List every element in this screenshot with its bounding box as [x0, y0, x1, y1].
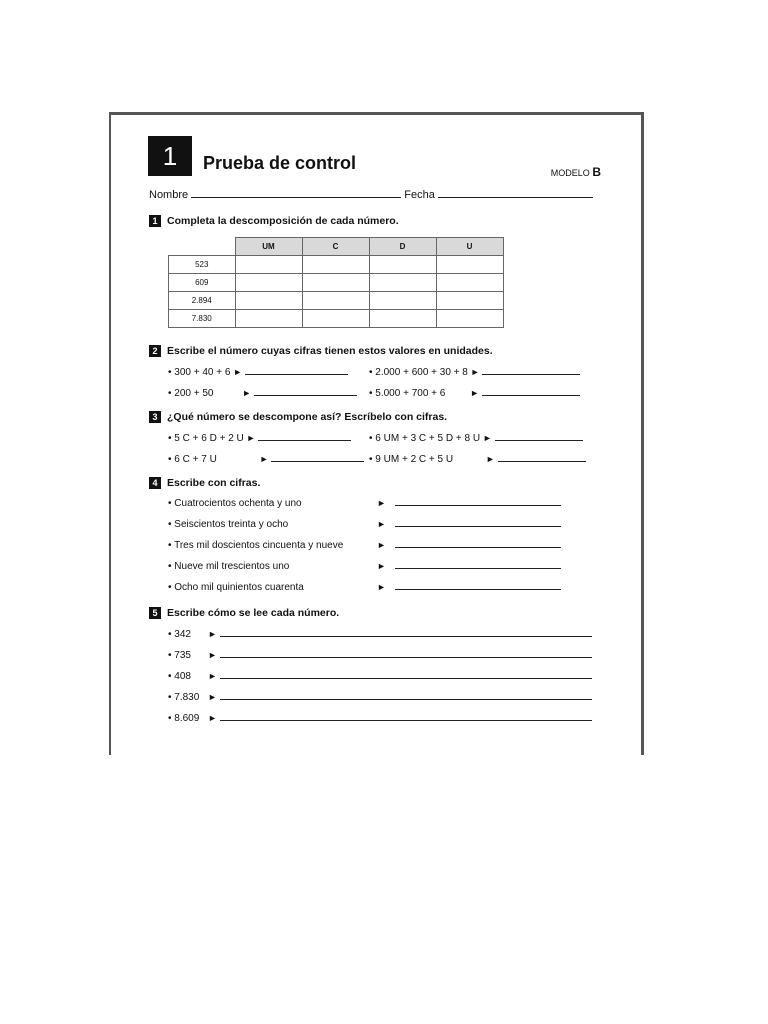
- item-text: • 5 C + 6 D + 2 U: [168, 433, 244, 444]
- answer-cell[interactable]: [369, 292, 436, 310]
- answer-line[interactable]: [395, 505, 561, 506]
- arrow-icon: ►: [377, 582, 386, 592]
- list-item: [168, 713, 592, 724]
- item-text: • 6 UM + 3 C + 5 D + 8 U: [369, 433, 481, 444]
- question-prompt: Escribe con cifras.: [167, 477, 261, 489]
- table-row: [169, 256, 504, 274]
- question-1: [149, 215, 399, 227]
- answer-line[interactable]: [482, 374, 580, 375]
- item-text: • Ocho mil quinientos cuarenta: [168, 582, 304, 593]
- item-text: • 342: [168, 629, 191, 640]
- answer-line[interactable]: [395, 526, 561, 527]
- answer-line[interactable]: [395, 568, 561, 569]
- question-prompt: Completa la descomposición de cada número.: [167, 215, 399, 227]
- list-item: [369, 388, 580, 399]
- column-header: D: [369, 238, 436, 256]
- row-label: 7.830: [169, 310, 236, 328]
- answer-cell[interactable]: [369, 274, 436, 292]
- list-item: [168, 692, 592, 703]
- arrow-icon: ►: [377, 540, 386, 550]
- list-item: [168, 498, 302, 509]
- answer-cell[interactable]: [436, 292, 503, 310]
- arrow-icon: ►: [208, 671, 217, 681]
- list-item: [369, 367, 580, 378]
- name-date-row: [149, 189, 593, 201]
- answer-line[interactable]: [395, 589, 561, 590]
- modelo-letter: B: [592, 165, 601, 179]
- item-text: • 9 UM + 2 C + 5 U: [369, 454, 454, 465]
- answer-row: [377, 561, 561, 572]
- answer-cell[interactable]: [235, 292, 302, 310]
- answer-cell[interactable]: [369, 310, 436, 328]
- unit-number-badge: 1: [148, 136, 192, 176]
- item-text: • 6 C + 7 U: [168, 454, 217, 465]
- answer-line[interactable]: [395, 547, 561, 548]
- question-prompt: ¿Qué número se descompone así? Escríbelo con cifras.: [167, 411, 448, 423]
- answer-cell[interactable]: [302, 256, 369, 274]
- answer-line[interactable]: [271, 461, 364, 462]
- row-label: 2.894: [169, 292, 236, 310]
- table-row: [169, 274, 504, 292]
- answer-cell[interactable]: [369, 256, 436, 274]
- answer-cell[interactable]: [302, 292, 369, 310]
- question-3: [149, 411, 447, 423]
- name-label: Nombre: [149, 189, 189, 201]
- list-item: [168, 582, 304, 593]
- answer-cell[interactable]: [302, 274, 369, 292]
- answer-line[interactable]: [482, 395, 580, 396]
- question-prompt: Escribe el número cuyas cifras tienen estos valores en unidades.: [167, 345, 493, 357]
- question-5: [149, 607, 339, 619]
- answer-line[interactable]: [220, 636, 592, 637]
- item-text: • 200 + 50: [168, 388, 214, 399]
- arrow-icon: ►: [208, 629, 217, 639]
- answer-row: [377, 540, 561, 551]
- date-label: Fecha: [404, 189, 435, 201]
- question-number: 2: [149, 345, 161, 357]
- table-row: [169, 292, 504, 310]
- list-item: [168, 561, 289, 572]
- arrow-icon: ►: [377, 519, 386, 529]
- list-item: [369, 433, 583, 444]
- list-item: [168, 540, 343, 551]
- arrow-icon: ►: [208, 692, 217, 702]
- item-text: • Cuatrocientos ochenta y uno: [168, 498, 302, 509]
- list-item: [168, 650, 592, 661]
- item-text: • 735: [168, 650, 191, 661]
- list-item: [168, 388, 357, 399]
- arrow-icon: ►: [485, 454, 495, 464]
- arrow-icon: ►: [470, 388, 480, 398]
- item-text: • 5.000 + 700 + 6: [369, 388, 446, 399]
- item-text: • 2.000 + 600 + 30 + 8: [369, 367, 468, 378]
- list-item: [369, 454, 586, 465]
- answer-cell[interactable]: [235, 256, 302, 274]
- answer-row: [377, 582, 561, 593]
- answer-line[interactable]: [254, 395, 357, 396]
- answer-line[interactable]: [220, 699, 592, 700]
- answer-cell[interactable]: [235, 310, 302, 328]
- answer-line[interactable]: [220, 678, 592, 679]
- item-text: • 8.609: [168, 713, 200, 724]
- answer-cell[interactable]: [436, 274, 503, 292]
- item-text: • Tres mil doscientos cincuenta y nueve: [168, 540, 344, 551]
- column-header: U: [436, 238, 503, 256]
- answer-line[interactable]: [220, 657, 592, 658]
- list-item: [168, 454, 364, 465]
- answer-row: [377, 519, 561, 530]
- column-header: UM: [235, 238, 302, 256]
- answer-cell[interactable]: [302, 310, 369, 328]
- answer-line[interactable]: [220, 720, 592, 721]
- page-title: Prueba de control: [203, 153, 357, 173]
- answer-cell[interactable]: [436, 310, 503, 328]
- name-field[interactable]: [191, 197, 401, 198]
- modelo-label: [551, 165, 601, 179]
- column-header: C: [302, 238, 369, 256]
- item-text: • 300 + 40 + 6: [168, 367, 231, 378]
- question-number: 1: [149, 215, 161, 227]
- arrow-icon: ►: [246, 433, 256, 443]
- decomposition-table: [168, 237, 504, 328]
- item-text: • Seiscientos treinta y ocho: [168, 519, 289, 530]
- item-text: • Nueve mil trescientos uno: [168, 561, 290, 572]
- list-item: [168, 433, 351, 444]
- list-item: [168, 519, 288, 530]
- question-number: 4: [149, 477, 161, 489]
- answer-row: [377, 498, 561, 509]
- answer-line[interactable]: [245, 374, 348, 375]
- modelo-text: MODELO: [550, 168, 590, 178]
- question-number: 5: [149, 607, 161, 619]
- arrow-icon: ►: [242, 388, 252, 398]
- table-row: [169, 310, 504, 328]
- answer-cell[interactable]: [235, 274, 302, 292]
- question-4: [149, 477, 260, 489]
- arrow-icon: ►: [233, 367, 243, 377]
- item-text: • 408: [168, 671, 191, 682]
- row-label: 609: [169, 274, 236, 292]
- arrow-icon: ►: [377, 561, 386, 571]
- arrow-icon: ►: [482, 433, 492, 443]
- answer-line[interactable]: [258, 440, 351, 441]
- question-2: [149, 345, 493, 357]
- list-item: [168, 629, 592, 640]
- arrow-icon: ►: [259, 454, 269, 464]
- worksheet-page: [109, 112, 644, 755]
- answer-cell[interactable]: [436, 256, 503, 274]
- arrow-icon: ►: [377, 498, 386, 508]
- list-item: [168, 367, 348, 378]
- arrow-icon: ►: [470, 367, 480, 377]
- list-item: [168, 671, 592, 682]
- item-text: • 7.830: [168, 692, 200, 703]
- arrow-icon: ►: [208, 713, 217, 723]
- question-number: 3: [149, 411, 161, 423]
- question-prompt: Escribe cómo se lee cada número.: [167, 607, 340, 619]
- answer-line[interactable]: [495, 440, 583, 441]
- arrow-icon: ►: [208, 650, 217, 660]
- row-label: 523: [169, 256, 236, 274]
- answer-line[interactable]: [498, 461, 586, 462]
- date-field[interactable]: [438, 197, 593, 198]
- table-corner: [169, 238, 236, 256]
